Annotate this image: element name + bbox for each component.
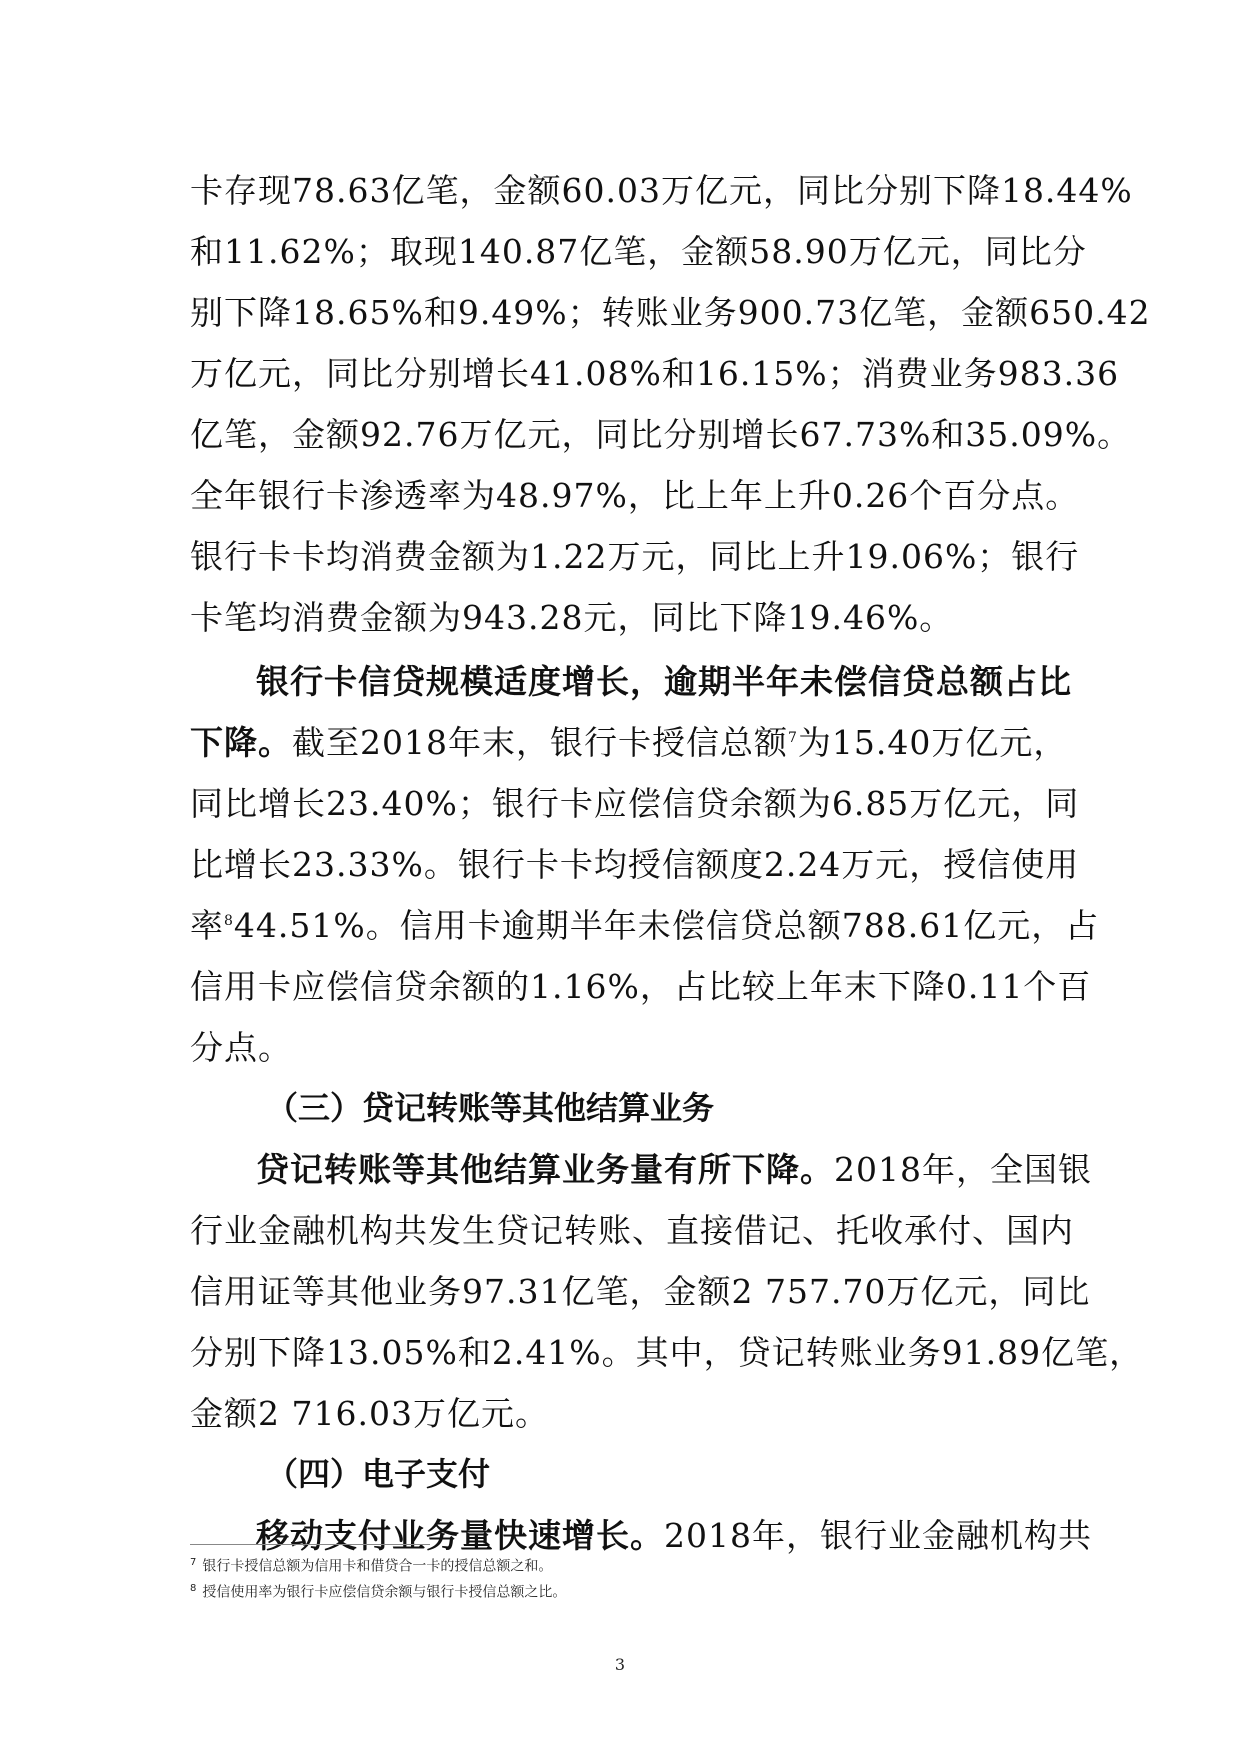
section-heading-4: （四）电子支付: [266, 1455, 491, 1493]
text-line: 信用卡应偿信贷余额的1.16%，占比较上年末下降0.11个百: [190, 967, 1092, 1006]
text-line: 同比增长23.40%；银行卡应偿信贷余额为6.85万亿元，同: [190, 784, 1080, 823]
text-line: 分别下降13.05%和2.41%。其中，贷记转账业务91.89亿笔，: [190, 1333, 1144, 1372]
paragraph-card-credit: [190, 651, 1100, 1078]
text-line: 亿笔，金额92.76万亿元，同比分别增长67.73%和35.09%。: [190, 415, 1132, 454]
text-line: 银行卡卡均消费金额为1.22万元，同比上升19.06%；银行: [190, 537, 1080, 576]
bold-lead-sentence: 贷记转账等其他结算业务量有所下降。: [256, 1150, 834, 1189]
text-line: 和11.62%；取现140.87亿笔，金额58.90万亿元，同比分: [190, 232, 1087, 271]
footnote-text: 银行卡授信总额为信用卡和借贷合一卡的授信总额之和。: [202, 1558, 553, 1575]
bold-lead-sentence-end: 下降。: [190, 723, 292, 762]
text-span: 截至2018年末，银行卡授信总额: [292, 723, 788, 762]
text-line: 全年银行卡渗透率为48.97%，比上年上升0.26个百分点。: [190, 476, 1080, 515]
paragraph-card-transactions: [190, 160, 1151, 648]
text-line: 分点。: [190, 1028, 292, 1067]
footnote-separator: [190, 1544, 430, 1545]
text-line: 万亿元，同比分别增长41.08%和16.15%；消费业务983.36: [190, 354, 1120, 393]
footnote-number: 7: [190, 1557, 197, 1568]
text-span: 为15.40万亿元，: [797, 723, 1068, 762]
text-line: [190, 895, 1100, 956]
footnote-reference-7[interactable]: 7: [787, 730, 798, 746]
page-number: 3: [614, 1655, 626, 1674]
text-span: 44.51%。信用卡逾期半年未偿信贷总额788.61亿元，占: [233, 906, 1100, 945]
text-line: 信用证等其他业务97.31亿笔，金额2 757.70万亿元，同比: [190, 1272, 1091, 1311]
bold-lead-sentence: 移动支付业务量快速增长。: [256, 1516, 664, 1555]
footnote-7: [190, 1552, 1050, 1578]
footnote-reference-8[interactable]: 8: [224, 913, 234, 929]
text-line: 卡存现78.63亿笔，金额60.03万亿元，同比分别下降18.44%: [190, 171, 1133, 210]
document-body: [190, 160, 1151, 1566]
text-span: 率: [190, 906, 224, 945]
text-span: 2018年，全国银: [834, 1150, 1092, 1189]
section-heading-3: （三）贷记转账等其他结算业务: [266, 1089, 715, 1127]
text-line: 别下降18.65%和9.49%；转账业务900.73亿笔，金额650.42: [190, 293, 1151, 332]
footnotes: [190, 1552, 1050, 1603]
footnote-8: [190, 1578, 1050, 1604]
footnote-number: 8: [190, 1582, 197, 1594]
text-line: 金额2 716.03万亿元。: [190, 1394, 549, 1433]
text-line: [190, 1139, 1092, 1200]
text-line: 卡笔均消费金额为943.28元，同比下降19.46%。: [190, 598, 954, 637]
bold-lead-sentence: 银行卡信贷规模适度增长，逾期半年未偿信贷总额占比: [256, 662, 1072, 701]
text-line: 比增长23.33%。银行卡卡均授信额度2.24万元，授信使用: [190, 845, 1080, 884]
footnote-text: 授信使用率为银行卡应偿信贷余额与银行卡授信总额之比。: [202, 1584, 567, 1601]
text-span: 2018年，银行业金融机构共: [664, 1516, 1092, 1555]
text-line: 行业金融机构共发生贷记转账、直接借记、托收承付、国内: [190, 1211, 1074, 1250]
text-line: [190, 712, 1068, 773]
paragraph-other-settlement: [190, 1139, 1144, 1444]
